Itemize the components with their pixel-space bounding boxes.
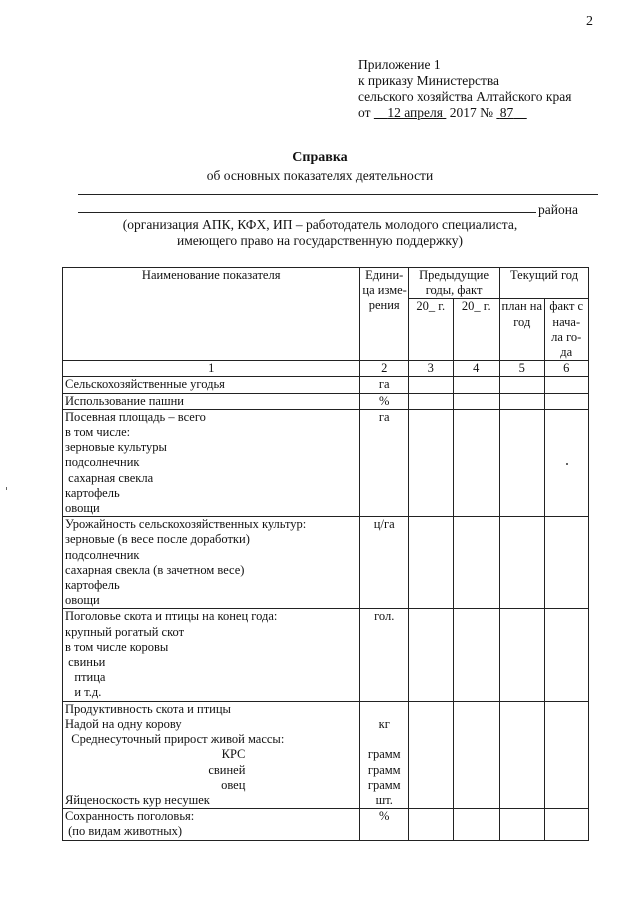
header-prev-year-2: 20_ г. xyxy=(453,299,500,361)
value-cell[interactable] xyxy=(500,393,544,409)
value-cell[interactable] xyxy=(500,409,544,516)
document-title: Справка xyxy=(292,150,348,165)
appendix-block xyxy=(358,57,571,121)
table-row xyxy=(63,701,589,808)
value-cell[interactable] xyxy=(544,377,589,393)
indicator-unit: % xyxy=(360,393,409,409)
indicator-unit: га xyxy=(360,377,409,393)
document-subtitle: об основных показателях деятельности xyxy=(206,168,434,183)
value-cell[interactable] xyxy=(500,377,544,393)
appendix-line-2: к приказу Министерства xyxy=(358,73,500,88)
column-number-row xyxy=(63,361,589,377)
table-row xyxy=(63,377,589,393)
table-row xyxy=(63,409,589,516)
value-cell[interactable] xyxy=(500,609,544,701)
table-row xyxy=(63,809,589,840)
header-fact: факт с нача- ла го- да xyxy=(544,299,589,361)
indicator-unit: кг грамм грамм грамм шт. xyxy=(360,701,409,808)
organization-note: (организация АПК, КФХ, ИП – работодатель молодого специалиста, имеющего право на государственную поддержку) xyxy=(122,217,518,248)
indicator-name: Посевная площадь – всего в том числе: зерновые культуры подсолнечник сахарная свекла картофель овощи xyxy=(63,409,360,516)
indicator-name: Сельскохозяйственные угодья xyxy=(63,377,360,393)
header-current-year: Текущий год xyxy=(500,268,589,299)
value-cell[interactable] xyxy=(453,377,500,393)
indicator-name: Использование пашни xyxy=(63,393,360,409)
scan-speck xyxy=(566,463,568,465)
value-cell[interactable] xyxy=(544,609,589,701)
value-cell[interactable] xyxy=(544,809,589,840)
indicator-name: Сохранность поголовья: (по видам животных) xyxy=(63,809,360,840)
col-number: 6 xyxy=(544,361,589,377)
indicator-unit: ц/га xyxy=(360,517,409,609)
indicators-table xyxy=(62,267,589,841)
value-cell[interactable] xyxy=(409,377,453,393)
col-number: 5 xyxy=(500,361,544,377)
value-cell[interactable] xyxy=(500,701,544,808)
value-cell[interactable] xyxy=(500,809,544,840)
value-cell[interactable] xyxy=(544,701,589,808)
indicator-unit: га xyxy=(360,409,409,516)
appendix-number: 87 xyxy=(499,105,514,120)
value-cell[interactable] xyxy=(544,517,589,609)
indicator-unit: % xyxy=(360,809,409,840)
organization-fill-line xyxy=(78,194,598,195)
value-cell[interactable] xyxy=(453,701,500,808)
indicator-unit: гол. xyxy=(360,609,409,701)
appendix-line-3: сельского хозяйства Алтайского края xyxy=(358,89,572,104)
table-row xyxy=(63,517,589,609)
value-cell[interactable] xyxy=(544,393,589,409)
header-row-1 xyxy=(63,268,589,299)
value-cell[interactable] xyxy=(409,701,453,808)
value-cell[interactable] xyxy=(409,409,453,516)
appendix-date-line xyxy=(358,105,571,121)
value-cell[interactable] xyxy=(453,809,500,840)
col-number: 4 xyxy=(453,361,500,377)
col-number: 1 xyxy=(63,361,360,377)
col-number: 2 xyxy=(360,361,409,377)
value-cell[interactable] xyxy=(453,609,500,701)
header-plan: план на год xyxy=(500,299,544,361)
appendix-date: 12 апреля xyxy=(387,105,443,120)
header-previous-years: Предыдущие годы, факт xyxy=(409,268,500,299)
header-unit: Едини- ца изме- рения xyxy=(360,268,409,361)
page-number: 2 xyxy=(586,14,593,29)
appendix-line-1: Приложение 1 xyxy=(358,57,441,72)
value-cell[interactable] xyxy=(409,809,453,840)
value-cell[interactable] xyxy=(500,517,544,609)
table-row xyxy=(63,393,589,409)
header-name: Наименование показателя xyxy=(63,268,360,361)
table-row xyxy=(63,609,589,701)
value-cell[interactable] xyxy=(453,517,500,609)
value-cell[interactable] xyxy=(409,393,453,409)
appendix-from: от xyxy=(358,105,371,120)
appendix-year: 2017 № xyxy=(449,105,493,120)
value-cell[interactable] xyxy=(409,517,453,609)
value-cell[interactable] xyxy=(453,409,500,516)
value-cell[interactable] xyxy=(409,609,453,701)
indicator-name: Продуктивность скота и птицы Надой на одну корову Среднесуточный прирост живой массы: КРС свиней овец Яйценоскость кур несушек xyxy=(63,701,360,808)
scan-mark xyxy=(6,487,7,490)
indicator-name: Урожайность сельскохозяйственных культур: зерновые (в весе после доработки) подсолнечник сахарная свекла (в зачетном весе) картофель овощи xyxy=(63,517,360,609)
district-fill-line xyxy=(78,212,536,213)
col-number: 3 xyxy=(409,361,453,377)
district-suffix: района xyxy=(538,202,578,217)
value-cell[interactable] xyxy=(453,393,500,409)
indicator-name: Поголовье скота и птицы на конец года: крупный рогатый скот в том числе коровы свиньи птица и т.д. xyxy=(63,609,360,701)
header-prev-year-1: 20_ г. xyxy=(409,299,453,361)
